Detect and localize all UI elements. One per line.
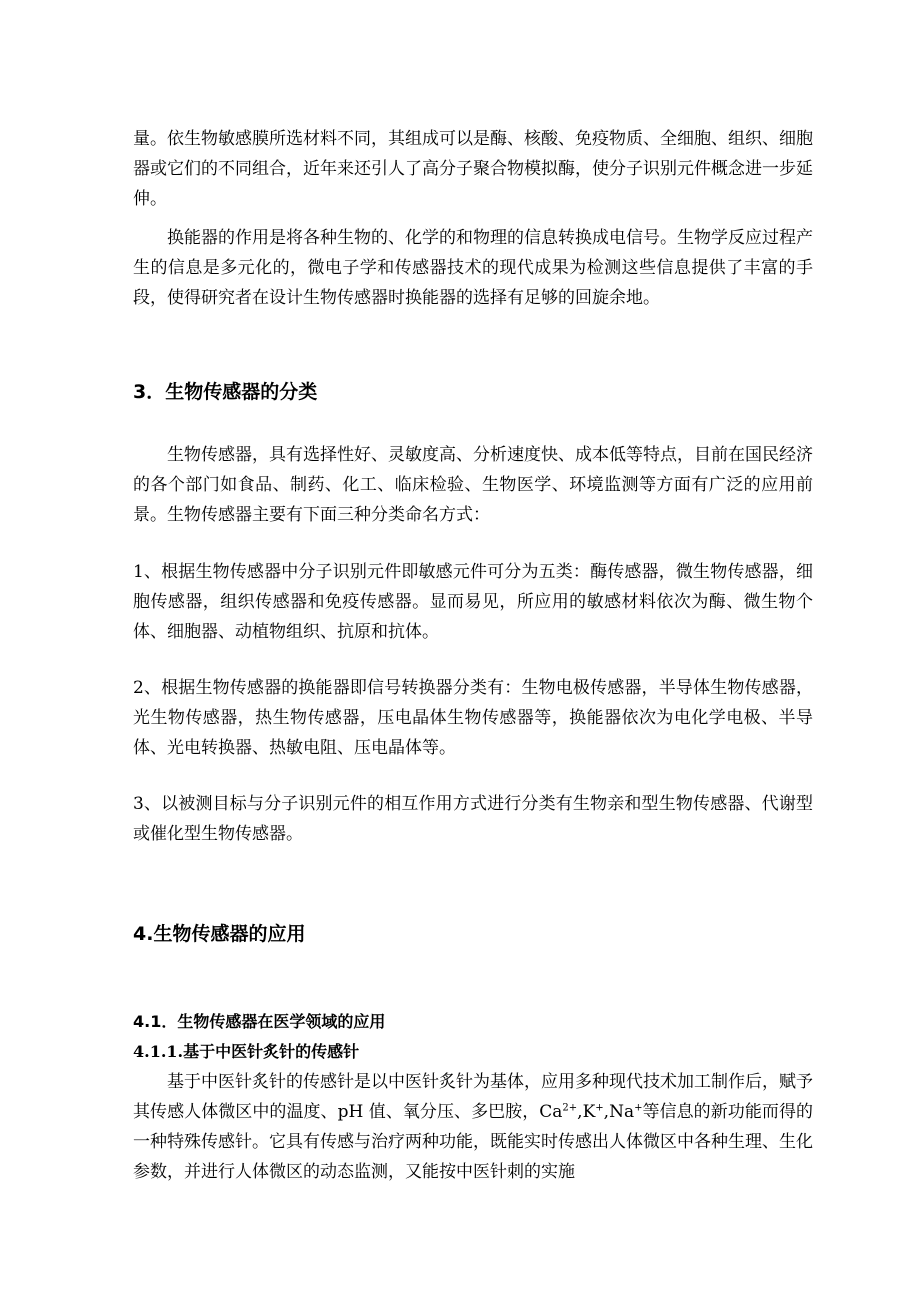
heading-medical-application: 4.1．生物传感器在医学领域的应用	[133, 1012, 386, 1031]
superscript-charge: 2+	[562, 1102, 578, 1114]
text-run: ,Na	[603, 1102, 635, 1122]
superscript-charge: +	[595, 1102, 604, 1114]
paragraph-acupuncture-needle	[133, 1067, 813, 1187]
paragraph-classification-1: 1、根据生物传感器中分子识别元件即敏感元件可分为五类：酶传感器，微生物传感器，细胞传感器，组织传感器和免疫传感器。显而易见，所应用的敏感材料依次为酶、微生物个体、细胞器、动植物组织、抗原和抗体。	[133, 562, 813, 642]
paragraph-transducer: 换能器的作用是将各种生物的、化学的和物理的信息转换成电信号。生物学反应过程产生的信息是多元化的，微电子学和传感器技术的现代成果为检测这些信息提供了丰富的手段，使得研究者在设计生物传感器时换能器的选择有足够的回旋余地。	[133, 228, 813, 308]
paragraph-classification-2: 2、根据生物传感器的换能器即信号转换器分类有：生物电极传感器，半导体生物传感器，光生物传感器，热生物传感器，压电晶体生物传感器等，换能器依次为电化学电极、半导体、光电转换器、热敏电阻、压电晶体等。	[133, 678, 813, 758]
heading-acupuncture-needle: 4.1.1.基于中医针炙针的传感针	[133, 1042, 360, 1061]
text-run: 等信息的新功能而得的一种特殊传感针。它具有传感与治疗两种功能，既能实时传感出人体微区中各种生理、生化参数，并进行人体微区的动态监测，又能按中医针刺的实施	[133, 1102, 813, 1182]
text-run: 基于中医针炙针的传感针是以中医针炙针为基体，应用多种现代技术加工制作后，赋予其传感人体微区中的温度、pH 值、氧分压、多巴胺，Ca	[133, 1072, 813, 1122]
paragraph-classification-3: 3、以被测目标与分子识别元件的相互作用方式进行分类有生物亲和型生物传感器、代谢型或催化型生物传感器。	[133, 794, 813, 844]
paragraph-classification-intro: 生物传感器，具有选择性好、灵敏度高、分析速度快、成本低等特点，目前在国民经济的各个部门如食品、制药、化工、临床检验、生物医学、环境监测等方面有广泛的应用前景。生物传感器主要有下面三种分类命名方式：	[133, 445, 813, 525]
heading-classification: 3．生物传感器的分类	[133, 381, 318, 403]
text-run: ,K	[577, 1102, 596, 1122]
paragraph-sensitive-membrane: 量。依生物敏感膜所选材料不同，其组成可以是酶、核酸、免疫物质、全细胞、组织、细胞器或它们的不同组合，近年来还引人了高分子聚合物模拟酶，使分子识别元件概念进一步延伸。	[133, 129, 813, 209]
superscript-charge: +	[634, 1102, 643, 1114]
heading-application: 4.生物传感器的应用	[133, 923, 306, 945]
